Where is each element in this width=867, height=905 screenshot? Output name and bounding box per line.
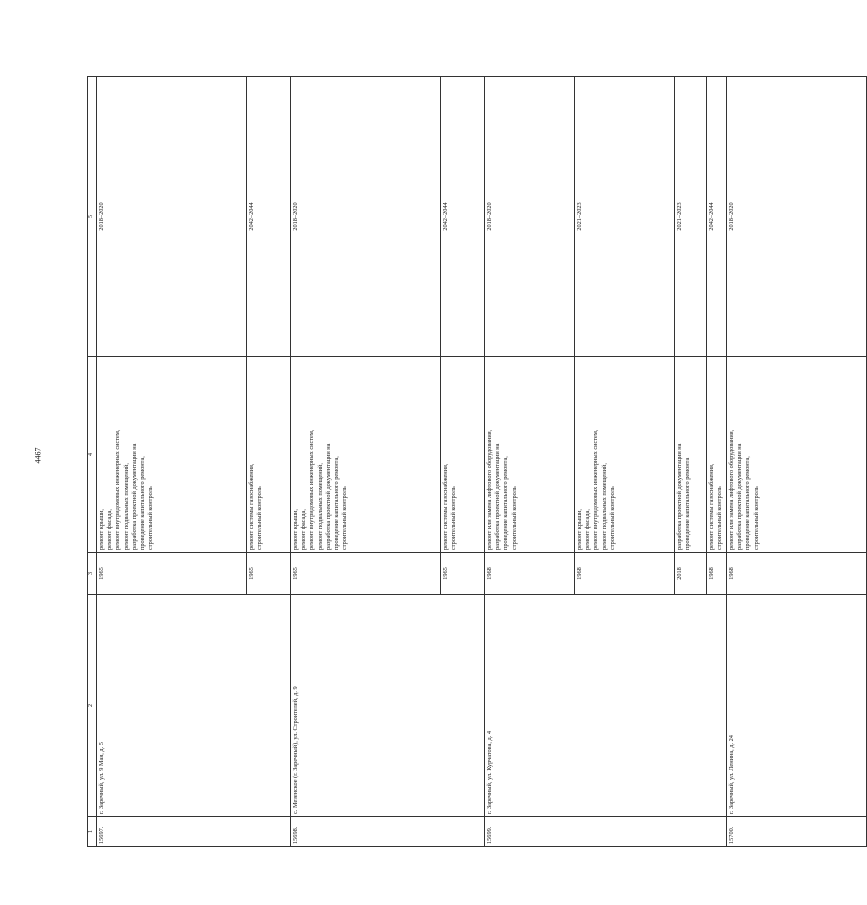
table-row bbox=[291, 77, 441, 847]
repair-period: 2042–2044 bbox=[247, 77, 291, 357]
record-number: 15699. bbox=[485, 817, 727, 847]
record-number: 15698. bbox=[291, 817, 485, 847]
work-item: проведение капитального ремонта, bbox=[138, 456, 146, 550]
work-list bbox=[247, 357, 291, 553]
work-item: разработка проектной документации на bbox=[324, 443, 332, 550]
work-item: разработка проектной документации на bbox=[130, 443, 138, 550]
work-item: проведение капитального ремонта, bbox=[744, 456, 752, 550]
table-container bbox=[87, 77, 760, 847]
header-col-4: 4 bbox=[88, 357, 97, 553]
work-item: ремонт или замена лифтового оборудования, bbox=[486, 429, 493, 550]
work-list bbox=[675, 357, 707, 553]
work-item: ремонт или замена лифтового оборудования, bbox=[728, 429, 735, 550]
table-row bbox=[485, 77, 575, 847]
work-item: ремонт системы газоснабжения, bbox=[248, 463, 255, 550]
work-item: ремонт фасада, bbox=[300, 509, 308, 550]
build-year: 1965 bbox=[247, 553, 291, 595]
work-item: ремонт внутридомовых инженерных систем, bbox=[308, 429, 316, 550]
repair-period: 2042–2044 bbox=[707, 77, 727, 357]
repair-period: 2018–2020 bbox=[97, 77, 247, 357]
work-item: ремонт крыши, bbox=[576, 508, 583, 550]
work-item: ремонт подвальных помещений, bbox=[600, 463, 608, 550]
work-item: ремонт системы газоснабжения, bbox=[442, 463, 449, 550]
rotated-page bbox=[87, 77, 760, 847]
work-list bbox=[97, 357, 247, 553]
work-item: проведение капитального ремонта, bbox=[332, 456, 340, 550]
build-year: 1968 bbox=[485, 553, 575, 595]
work-item: строительный контроль bbox=[341, 486, 349, 550]
work-item: ремонт внутридомовых инженерных систем, bbox=[114, 429, 122, 550]
header-col-1: 1 bbox=[88, 817, 97, 847]
repair-period: 2021–2023 bbox=[675, 77, 707, 357]
page-number bbox=[30, 440, 46, 470]
work-item: ремонт подвальных помещений, bbox=[316, 463, 324, 550]
record-address: г. Заречный, ул. Курчатова, д. 4 bbox=[485, 595, 727, 817]
work-item: строительный контроль bbox=[256, 486, 264, 550]
work-item: ремонт крыши, bbox=[98, 508, 105, 550]
work-list bbox=[707, 357, 727, 553]
header-row bbox=[88, 77, 97, 847]
work-item: ремонт крыши, bbox=[292, 508, 299, 550]
work-item: ремонт системы газоснабжения, bbox=[708, 463, 715, 550]
build-year: 1965 bbox=[291, 553, 441, 595]
repair-period: 2018–2020 bbox=[485, 77, 575, 357]
repair-period: 2018–2020 bbox=[291, 77, 441, 357]
work-list bbox=[291, 357, 441, 553]
record-address: с. Мезенское (г. Заречный), ул. Строителей, д. 9 bbox=[291, 595, 485, 817]
work-item: строительный контроль bbox=[716, 486, 724, 550]
header-col-3: 3 bbox=[88, 553, 97, 595]
record-address: г. Заречный, ул. Ленина, д. 24 bbox=[727, 595, 867, 817]
build-year: 1968 bbox=[727, 553, 867, 595]
repair-period: 2042–2044 bbox=[441, 77, 485, 357]
work-item: строительный контроль bbox=[510, 486, 518, 550]
header-col-5: 5 bbox=[88, 77, 97, 357]
work-item: строительный контроль bbox=[450, 486, 458, 550]
record-number: 15697. bbox=[97, 817, 291, 847]
build-year: 1968 bbox=[575, 553, 675, 595]
work-item: ремонт фасада, bbox=[584, 509, 592, 550]
repair-period: 2021–2023 bbox=[575, 77, 675, 357]
build-year: 1968 bbox=[707, 553, 727, 595]
work-list bbox=[727, 357, 867, 553]
repair-schedule-table bbox=[87, 76, 867, 847]
work-item: строительный контроль bbox=[147, 486, 155, 550]
work-item: ремонт фасада, bbox=[106, 509, 114, 550]
page-number-text: 4467 bbox=[33, 447, 43, 463]
work-item: ремонт подвальных помещений, bbox=[122, 463, 130, 550]
build-year: 2018 bbox=[675, 553, 707, 595]
work-list bbox=[441, 357, 485, 553]
record-address: г. Заречный, ул. 9 Мая, д. 5 bbox=[97, 595, 291, 817]
work-item: разработка проектной документации на bbox=[494, 443, 502, 550]
work-item: строительный контроль bbox=[608, 486, 616, 550]
work-item: разработка проектной документации на bbox=[736, 443, 744, 550]
work-item: проведение капитального ремонта bbox=[684, 457, 692, 550]
work-item: разработка проектной документации на bbox=[676, 443, 683, 550]
work-item: ремонт внутридомовых инженерных систем, bbox=[592, 429, 600, 550]
work-list bbox=[575, 357, 675, 553]
work-item: строительный контроль bbox=[752, 486, 760, 550]
header-col-2: 2 bbox=[88, 595, 97, 817]
work-list bbox=[485, 357, 575, 553]
build-year: 1965 bbox=[441, 553, 485, 595]
work-item: проведение капитального ремонта, bbox=[502, 456, 510, 550]
record-number: 15700. bbox=[727, 817, 867, 847]
table-body bbox=[97, 77, 867, 847]
table-row bbox=[97, 77, 247, 847]
table-row bbox=[727, 77, 867, 847]
build-year: 1965 bbox=[97, 553, 247, 595]
repair-period: 2018–2020 bbox=[727, 77, 867, 357]
